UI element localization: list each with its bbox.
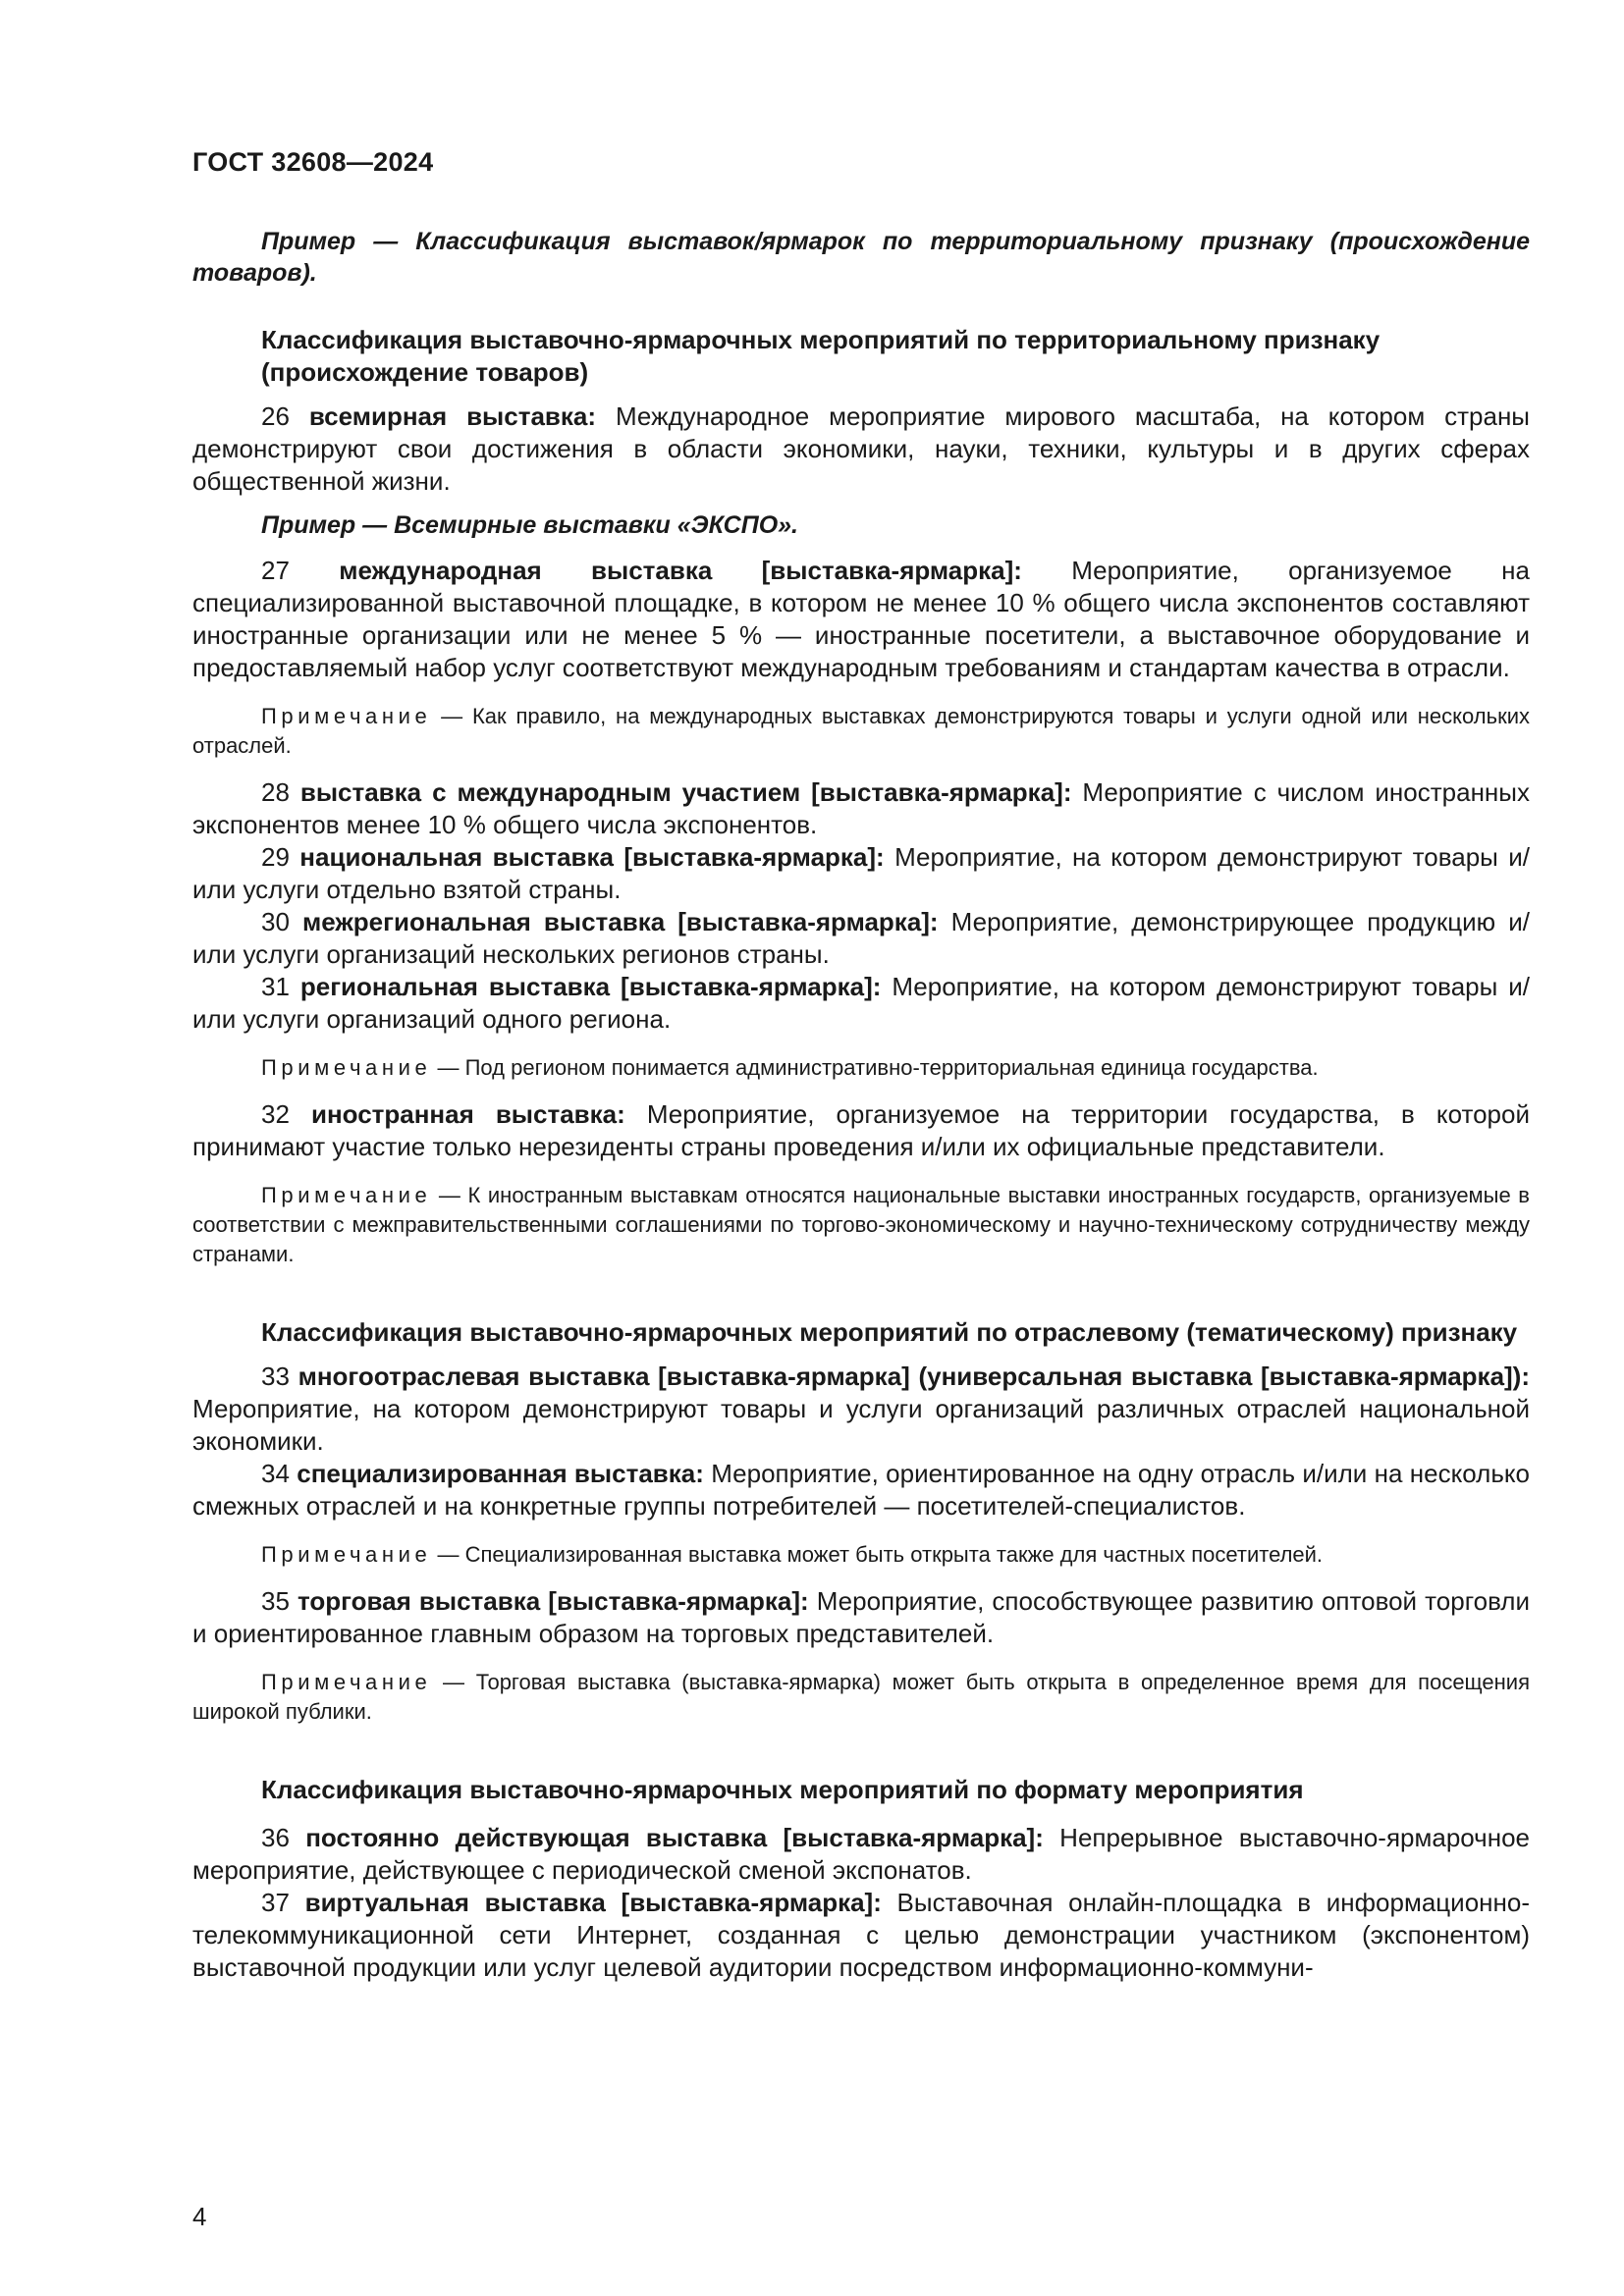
entry-29-definition: Мероприятие, на котором демонстрируют товары и/или услуги отдельно взятой страны. xyxy=(192,842,1530,904)
note-31-text: Под регионом понимается административно-территориальная единица государства. xyxy=(464,1055,1319,1080)
entry-30-number: 30 xyxy=(261,907,302,936)
entry-27-term: международная выставка [выставка-ярмарка]: xyxy=(339,556,1022,585)
page-number: 4 xyxy=(192,2202,207,2231)
note-35-text: Торговая выставка (выставка-ярмарка) может быть открыта в определенное время для посещения широкой публики. xyxy=(192,1670,1530,1724)
entry-29-number: 29 xyxy=(261,842,300,872)
entry-32-number: 32 xyxy=(261,1099,311,1129)
entry-33-definition: Мероприятие, на котором демонстрируют товары и услуги организаций различных отраслей национальной экономики. xyxy=(192,1394,1530,1456)
entry-35-number: 35 xyxy=(261,1586,298,1616)
entry-32-term: иностранная выставка: xyxy=(310,1099,625,1129)
entry-35-term: торговая выставка [выставка-ярмарка]: xyxy=(298,1586,809,1616)
entry-27 xyxy=(192,555,1530,684)
entry-26-number: 26 xyxy=(261,401,309,431)
entry-30 xyxy=(192,906,1530,971)
note-32-label: Примечание xyxy=(261,1183,432,1207)
entry-29-term: национальная выставка [выставка-ярмарка]: xyxy=(299,842,885,872)
note-32 xyxy=(192,1181,1530,1269)
entry-30-term: межрегиональная выставка [выставка-ярмарка]: xyxy=(302,907,939,936)
example-classification-intro: Пример — Классификация выставок/ярмарок по территориальному признаку (происхождение товаров). xyxy=(192,228,1530,287)
note-35 xyxy=(192,1668,1530,1727)
entry-26-term: всемирная выставка: xyxy=(308,401,597,431)
note-35-label: Примечание xyxy=(261,1670,432,1694)
document-id-header: ГОСТ 32608—2024 xyxy=(192,147,434,177)
entry-34-term: специализированная выставка: xyxy=(297,1459,704,1488)
note-34-text: Специализированная выставка может быть открыта также для частных посетителей. xyxy=(464,1542,1324,1567)
entry-28-definition: Мероприятие с числом иностранных экспонентов менее 10 % общего числа экспонентов. xyxy=(192,777,1530,839)
entry-37-number: 37 xyxy=(261,1888,305,1917)
entry-28-term: выставка с международным участием [выставка-ярмарка]: xyxy=(299,777,1072,807)
entry-28 xyxy=(192,776,1530,841)
entry-27-definition: Мероприятие, организуемое на специализированной выставочной площадке, в котором не менее 10 % общего числа экспонентов составляют иностранные организации или не менее 5 % — иностранные посетители, а выставочное оборудование и предоставляемый набор услуг соответствуют международным требованиям и стандартам качества в отрасли. xyxy=(192,556,1530,682)
entry-36 xyxy=(192,1822,1530,1887)
entry-34 xyxy=(192,1458,1530,1522)
entry-28-number: 28 xyxy=(261,777,300,807)
example-expo: Пример — Всемирные выставки «ЭКСПО». xyxy=(261,511,798,539)
entry-36-term: постоянно действующая выставка [выставка-ярмарка]: xyxy=(305,1823,1044,1852)
note-27 xyxy=(192,702,1530,761)
note-34-label: Примечание xyxy=(261,1542,432,1567)
entry-31-term: региональная выставка [выставка-ярмарка]: xyxy=(299,972,882,1001)
entry-32 xyxy=(192,1098,1530,1163)
heading-territorial: Классификация выставочно-ярмарочных мероприятий по территориальному признаку (происхождение товаров) xyxy=(261,325,1380,387)
entry-30-definition: Мероприятие, демонстрирующее продукцию и/или услуги организаций нескольких регионов страны. xyxy=(192,907,1530,969)
heading-format: Классификация выставочно-ярмарочных мероприятий по формату мероприятия xyxy=(261,1775,1304,1804)
entry-33-number: 33 xyxy=(261,1362,298,1391)
entry-35-definition: Мероприятие, способствующее развитию оптовой торговли и ориентированное главным образом на торговых представителей. xyxy=(192,1586,1530,1648)
entry-29 xyxy=(192,841,1530,906)
entry-34-definition: Мероприятие, ориентированное на одну отрасль и/или на несколько смежных отраслей и на конкретные группы потребителей — посетителей-специалистов. xyxy=(192,1459,1530,1521)
entry-33-term: многоотраслевая выставка [выставка-ярмарка] (универсальная выставка [выставка-ярмарка]): xyxy=(298,1362,1530,1391)
entry-33 xyxy=(192,1361,1530,1458)
note-31-label: Примечание xyxy=(261,1055,432,1080)
entry-31-number: 31 xyxy=(261,972,300,1001)
note-34 xyxy=(192,1540,1530,1570)
entry-36-number: 36 xyxy=(261,1823,306,1852)
note-32-dash: — xyxy=(431,1183,468,1207)
document-body xyxy=(192,222,1530,1984)
note-27-dash: — xyxy=(431,704,472,728)
note-27-text: Как правило, на международных выставках демонстрируются товары и услуги одной или нескольких отраслей. xyxy=(192,704,1530,758)
entry-37-term: виртуальная выставка [выставка-ярмарка]: xyxy=(304,1888,882,1917)
note-31 xyxy=(192,1053,1530,1083)
heading-sector: Классификация выставочно-ярмарочных мероприятий по отраслевому (тематическому) признаку xyxy=(261,1317,1518,1347)
entry-35 xyxy=(192,1585,1530,1650)
entry-27-number: 27 xyxy=(261,556,340,585)
entry-37-definition: Выставочная онлайн-площадка в информационно-телекоммуникационной сети Интернет, созданная с целью демонстрации участником (экспонентом) выставочной продукции или услуг целевой аудитории посредством информационно-коммуни- xyxy=(192,1888,1530,1982)
entry-31 xyxy=(192,971,1530,1036)
note-34-dash: — xyxy=(431,1542,465,1567)
entry-31-definition: Мероприятие, на котором демонстрируют товары и/или услуги организаций одного региона. xyxy=(192,972,1530,1034)
entry-32-definition: Мероприятие, организуемое на территории государства, в которой принимают участие только нерезиденты страны проведения и/или их официальные представители. xyxy=(192,1099,1530,1161)
entry-34-number: 34 xyxy=(261,1459,298,1488)
entry-26 xyxy=(192,400,1530,498)
note-32-text: К иностранным выставкам относятся национальные выставки иностранных государств, организуемые в соответствии с межправительственными соглашениями по торгово-экономическому и научно-техническому сотрудничеству между странами. xyxy=(192,1183,1530,1266)
note-27-label: Примечание xyxy=(261,704,432,728)
entry-36-definition: Непрерывное выставочно-ярмарочное мероприятие, действующее с периодической сменой экспонатов. xyxy=(192,1823,1530,1885)
note-35-dash: — xyxy=(431,1670,476,1694)
entry-37 xyxy=(192,1887,1530,1984)
note-31-dash: — xyxy=(431,1055,465,1080)
entry-26-definition: Международное мероприятие мирового масштаба, на котором страны демонстрируют свои достижения в области экономики, науки, техники, культуры и в других сферах общественной жизни. xyxy=(192,401,1530,496)
